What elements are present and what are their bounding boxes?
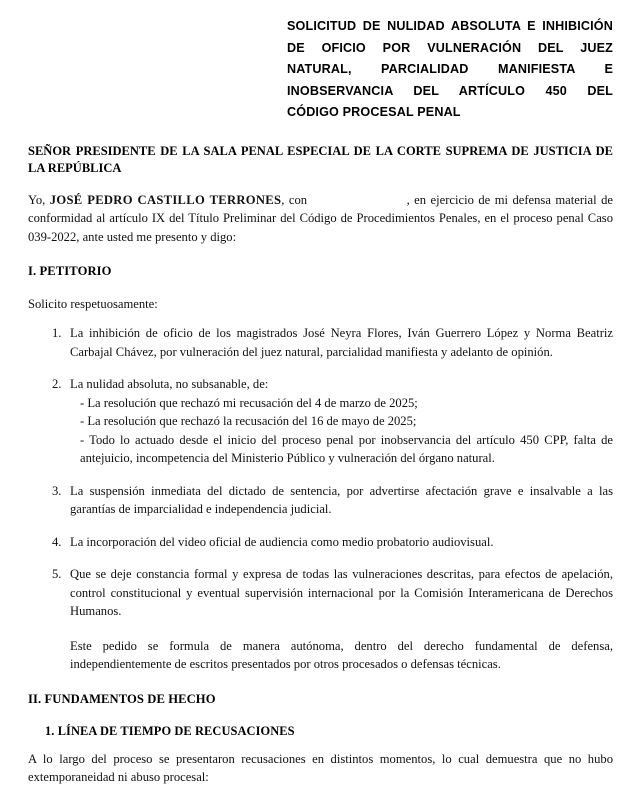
list-item [28, 375, 613, 468]
list-item-number: 5. [52, 567, 62, 581]
redacted-identity-field [312, 194, 407, 204]
intro-paragraph [28, 191, 613, 247]
list-item-text: La incorporación del video oficial de audiencia como medio probatorio audiovisual. [70, 534, 494, 549]
list-item: - La resolución que rechazó mi recusación del 4 de marzo de 2025; [80, 395, 418, 410]
document-title-line-1: SOLICITUD DE NULIDAD ABSOLUTA E INHIBICIÓN DE OFICIO POR VULNERACIÓN DEL JUEZ NATURAL, PARCIALIDAD MANIFIESTA E INOBSERVANCIA DEL ARTÍCULO 450 DEL [287, 19, 613, 98]
list-item-text: Que se deje constancia formal y expresa de todas las vulneraciones descritas, para efectos de apelación, control constitucional y eventual supervisión internacional por la Comisión Interamericana de Derechos Humanos. [70, 567, 613, 618]
fundamentos-paragraph: A lo largo del proceso se presentaron recusaciones en distintos momentos, lo cual demuestra que no hubo extemporaneidad ni abuso procesal: [28, 751, 613, 784]
list-item-text: La suspensión inmediata del dictado de sentencia, por advertirse afectación grave e insalvable a las garantías de imparcialidad e independencia judicial. [70, 483, 613, 516]
list-item [28, 482, 613, 519]
list-item-text: La nulidad absoluta, no subsanable, de: [70, 377, 269, 391]
petitorio-closing-paragraph: Este pedido se formula de manera autónoma, dentro del derecho fundamental de defensa, independientemente de escritos presentados por otros procesados o defensas técnicas. [70, 638, 613, 671]
intro-suffix: , en ejercicio de mi defensa material de conformidad al artículo IX del Título Preliminar del Código de Procedimientos Penales, en el proceso penal Caso 039-2022, ante usted me presento y digo: [28, 192, 613, 244]
list-item [28, 324, 613, 361]
section-heading-petitorio: I. PETITORIO [28, 264, 112, 278]
subsection-heading-linea-de-tiempo: 1. LÍNEA DE TIEMPO DE RECUSACIONES [45, 723, 295, 738]
list-item-number: 2. [52, 377, 62, 391]
list-item-number: 4. [52, 534, 62, 549]
declarant-name: JOSÉ PEDRO CASTILLO TERRONES [49, 192, 282, 207]
addressee-heading: SEÑOR PRESIDENTE DE LA SALA PENAL ESPECIAL DE LA CORTE SUPREMA DE JUSTICIA DE LA REPÚBLICA [28, 143, 613, 175]
list-item-number: 1. [52, 326, 62, 340]
nullity-sub-list [70, 394, 613, 468]
intro-prefix: Yo, [28, 192, 50, 207]
petitorio-lead-in: Solicito respetuosamente: [28, 297, 158, 311]
document-title [287, 0, 613, 124]
list-item-text: La inhibición de oficio de los magistrados José Neyra Flores, Iván Guerrero López y Norma Beatriz Carbajal Chávez, por vulneración del juez natural, parcialidad manifiesta y adelanto de opinión. [70, 326, 613, 359]
intro-middle: , con [281, 192, 312, 207]
list-item [28, 565, 613, 621]
list-item: - Todo lo actuado desde el inicio del proceso penal por inobservancia del artículo 450 CPP, falta de antejuicio, incompetencia del Ministerio Público y vulneración del órgano natural. [80, 432, 613, 465]
petition-list [28, 324, 613, 621]
list-item [28, 533, 613, 552]
document-title-line-2: CÓDIGO PROCESAL PENAL [287, 105, 461, 119]
list-item-number: 3. [52, 483, 62, 498]
section-heading-fundamentos: II. FUNDAMENTOS DE HECHO [28, 691, 216, 706]
list-item: - La resolución que rechazó la recusación del 16 de mayo de 2025; [80, 414, 417, 428]
